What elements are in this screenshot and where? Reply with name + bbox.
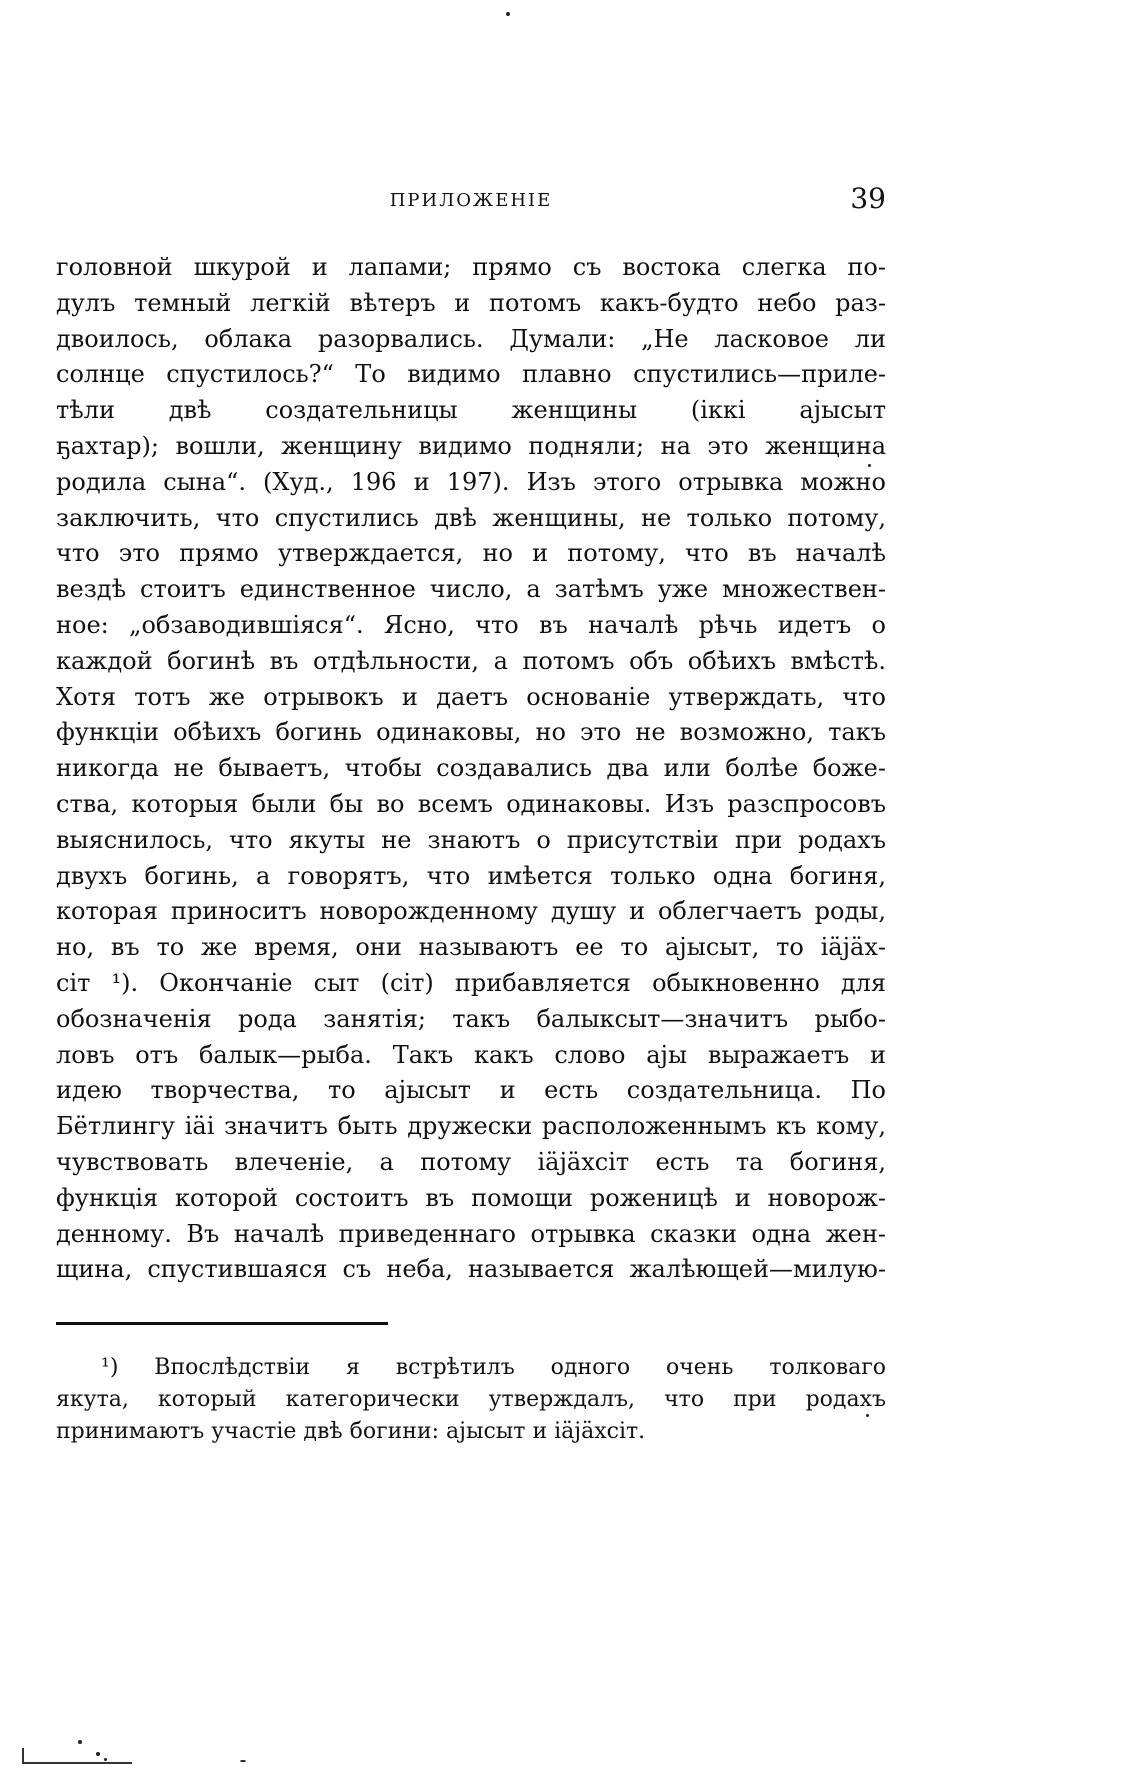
text-line: функція которой состоитъ въ помощи роженицѣ и новорож- [56, 1183, 886, 1212]
text-line: ҕахтар); вошли, женщину видимо подняли; на это женщина [56, 431, 886, 460]
footnote-divider [56, 1322, 388, 1325]
footnote-line: якута, который категорически утверждалъ, что при родахъ [56, 1387, 886, 1412]
footnote-line: ¹) Впослѣдствіи я встрѣтилъ одного очень толковаго [101, 1355, 886, 1380]
text-line: но, въ то же время, они называютъ ее то аjысыт, то іäjäх- [56, 933, 886, 962]
text-line: Хотя тотъ же отрывокъ и даетъ основаніе утверждать, что [56, 682, 886, 711]
scan-speck [868, 464, 871, 467]
scan-speck [96, 1752, 100, 1756]
scan-speck [240, 1760, 246, 1762]
text-line: двоилось, облака разорвались. Думали: „Не ласковое ли [56, 324, 886, 353]
text-line: щина, спустившаяся съ неба, называется жалѣющей—милую- [56, 1255, 886, 1284]
text-line: вездѣ стоитъ единственное число, а затѣмъ уже множествен- [56, 575, 886, 604]
text-line: ловъ отъ балык—рыба. Такъ какъ слово аjы выражаетъ и [56, 1040, 886, 1069]
text-line: солнце спустилось?“ То видимо плавно спустились—приле- [56, 360, 886, 389]
text-line: идею творчества, то аjысыт и есть создательница. По [56, 1076, 886, 1105]
text-line: Бётлингу іäі значитъ быть дружески расположеннымъ къ кому, [56, 1112, 886, 1141]
running-head: ПРИЛОЖЕНІЕ [389, 190, 553, 211]
text-line: сіт ¹). Окончаніе сыт (сіт) прибавляется обыкновенно для [56, 968, 886, 997]
page-number: 39 [850, 182, 886, 215]
scan-speck [866, 1414, 869, 1417]
text-line: что это прямо утверждается, но и потому, что въ началѣ [56, 539, 886, 568]
text-line: каждой богинѣ въ отдѣльности, а потомъ объ обѣихъ вмѣстѣ. [56, 646, 886, 675]
scan-speck [78, 1740, 82, 1744]
text-line: выяснилось, что якуты не знаютъ о присутствіи при родахъ [56, 825, 886, 854]
scan-speck [104, 1758, 107, 1761]
text-line: родила сына“. (Худ., 196 и 197). Изъ этого отрывка можно [56, 467, 886, 496]
body-text [56, 250, 886, 1288]
text-line: дулъ темный легкій вѣтеръ и потомъ какъ-будто небо раз- [56, 288, 886, 317]
text-line: функціи обѣихъ богинь одинаковы, но это не возможно, такъ [56, 718, 886, 747]
text-line: никогда не бываетъ, чтобы создавались два или болѣе боже- [56, 754, 886, 783]
text-line: которая приноситъ новорожденному душу и облегчаетъ роды, [56, 897, 886, 926]
text-line: обозначенія рода занятія; такъ балыксыт—значитъ рыбо- [56, 1004, 886, 1033]
text-line: чувствовать влеченіе, а потому іäjäхсіт есть та богиня, [56, 1147, 886, 1176]
text-line: головной шкурой и лапами; прямо съ востока слегка по- [56, 253, 886, 281]
page-header [56, 182, 886, 218]
text-line: ное: „обзаводившіяся“. Ясно, что въ началѣ рѣчь идетъ о [56, 610, 886, 639]
scan-edge-mark [22, 1762, 132, 1764]
text-line: двухъ богинь, а говорятъ, что имѣется только одна богиня, [56, 861, 886, 890]
footnote [56, 1352, 886, 1448]
scan-speck [506, 12, 510, 16]
footnote-line: принимаютъ участіе двѣ богини: аjысыт и іäjäхсіт. [56, 1419, 646, 1444]
text-line: денному. Въ началѣ приведеннаго отрывка сказки одна жен- [56, 1219, 886, 1248]
text-line: ства, которыя были бы во всемъ одинаковы. Изъ разспросовъ [56, 789, 886, 818]
text-line: заключить, что спустились двѣ женщины, не только потому, [56, 503, 886, 532]
text-line: тѣли двѣ создательницы женщины (іккі аjысыт [56, 396, 886, 425]
